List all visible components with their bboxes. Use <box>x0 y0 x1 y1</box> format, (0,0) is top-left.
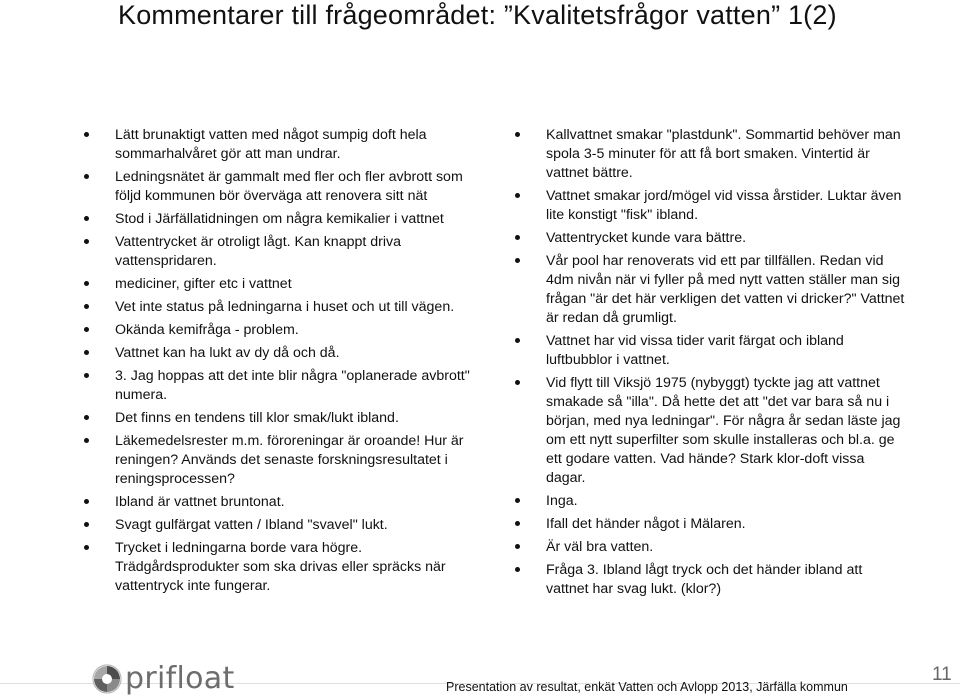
comment-item <box>515 229 905 248</box>
left-comment-column <box>84 126 474 600</box>
comment-item <box>515 252 905 328</box>
comment-item <box>84 367 474 405</box>
bullet-icon <box>84 373 89 378</box>
bullet-icon <box>515 380 520 385</box>
bullet-icon <box>84 522 89 527</box>
comment-item <box>84 275 474 294</box>
left-comment-list <box>84 126 474 596</box>
right-comment-column <box>515 126 905 603</box>
comment-text: Vattnet smakar jord/mögel vid vissa årstider. Luktar även lite konstigt "fisk" ibland. <box>546 188 902 223</box>
bullet-icon <box>515 193 520 198</box>
comment-text: Stod i Järfällatidningen om några kemikalier i vattnet <box>115 211 444 227</box>
comment-text: Läkemedelsrester m.m. föroreningar är oroande! Hur är reningen? Används det senaste forskningsresultatet i reningsprocessen? <box>115 433 464 487</box>
comment-item <box>84 168 474 206</box>
bullet-icon <box>84 499 89 504</box>
prifloat-logo-icon <box>92 664 122 694</box>
prifloat-logo-text: prifloat <box>125 661 235 696</box>
comment-item <box>84 321 474 340</box>
page-number: 11 <box>932 664 952 685</box>
prifloat-logo <box>92 661 235 696</box>
bullet-icon <box>84 545 89 550</box>
comment-item <box>515 187 905 225</box>
bullet-icon <box>84 132 89 137</box>
bullet-icon <box>84 327 89 332</box>
footer-caption: Presentation av resultat, enkät Vatten och Avlopp 2013, Järfälla kommun <box>446 680 848 694</box>
comment-text: Okända kemifråga - problem. <box>115 322 299 338</box>
comment-item <box>84 539 474 596</box>
bullet-icon <box>515 338 520 343</box>
comment-text: Trycket i ledningarna borde vara högre. Trädgårdsprodukter som ska drivas eller spräcks när vattentryck inte fungerar. <box>115 540 446 594</box>
comment-text: Vet inte status på ledningarna i huset och ut till vägen. <box>115 299 455 315</box>
bullet-icon <box>84 438 89 443</box>
comment-text: Fråga 3. Ibland lågt tryck och det händer ibland att vattnet har svag lukt. (klor?) <box>546 562 863 597</box>
comment-item <box>84 344 474 363</box>
comment-text: Vattnet kan ha lukt av dy då och då. <box>115 345 340 361</box>
comment-item <box>515 561 905 599</box>
comment-text: Är väl bra vatten. <box>546 539 654 555</box>
slide-title: Kommentarer till frågeområdet: ”Kvalitetsfrågor vatten” 1(2) <box>118 0 837 30</box>
bullet-icon <box>515 235 520 240</box>
comment-item <box>515 538 905 557</box>
bullet-icon <box>515 521 520 526</box>
bullet-icon <box>515 544 520 549</box>
comment-item <box>84 493 474 512</box>
comment-text: Vår pool har renoverats vid ett par tillfällen. Redan vid 4dm nivån när vi fyller på med nytt vatten ställer man sig frågan "är det här verkligen det vatten vi dricker?" Vattnet är redan då grumligt. <box>546 253 905 326</box>
comment-item <box>84 298 474 317</box>
comment-text: 3. Jag hoppas att det inte blir några "oplanerade avbrott" numera. <box>115 368 470 403</box>
comment-item <box>515 374 905 488</box>
comment-item <box>515 515 905 534</box>
comment-text: Vattentrycket är otroligt lågt. Kan knappt driva vattenspridaren. <box>115 234 402 269</box>
comment-text: Vid flytt till Viksjö 1975 (nybyggt) tyckte jag att vattnet smakade så "illa". Då hette det att "det var bara så nu i början, med nya ledningar". För några år sedan läste jag om ett nytt superfilter som skulle installeras och bl.a. ge ett godare vatten. Vad hände? Stark klor-doft vissa dagar. <box>546 375 901 486</box>
bullet-icon <box>84 216 89 221</box>
bullet-icon <box>515 258 520 263</box>
comment-item <box>84 210 474 229</box>
bullet-icon <box>84 350 89 355</box>
comment-text: Lätt brunaktigt vatten med något sumpig doft hela sommarhalvåret gör att man undrar. <box>115 127 427 162</box>
comment-text: Ledningsnätet är gammalt med fler och fler avbrott som följd kommunen bör överväga att renovera sitt nät <box>115 169 463 204</box>
comment-text: Vattentrycket kunde vara bättre. <box>546 230 747 246</box>
bullet-icon <box>84 239 89 244</box>
comment-item <box>515 492 905 511</box>
comment-item <box>515 126 905 183</box>
comment-text: Det finns en tendens till klor smak/lukt ibland. <box>115 410 399 426</box>
bullet-icon <box>84 304 89 309</box>
comment-text: mediciner, gifter etc i vattnet <box>115 276 292 292</box>
bullet-icon <box>515 132 520 137</box>
comment-text: Vattnet har vid vissa tider varit färgat och ibland luftbubblor i vattnet. <box>546 333 844 368</box>
comment-text: Svagt gulfärgat vatten / Ibland "svavel" lukt. <box>115 517 388 533</box>
bullet-icon <box>84 281 89 286</box>
comment-item <box>84 409 474 428</box>
bullet-icon <box>84 415 89 420</box>
comment-item <box>84 516 474 535</box>
comment-item <box>84 126 474 164</box>
comment-item <box>84 432 474 489</box>
comment-item <box>84 233 474 271</box>
comment-item <box>515 332 905 370</box>
comment-text: Ibland är vattnet bruntonat. <box>115 494 285 510</box>
bullet-icon <box>515 498 520 503</box>
comment-text: Kallvattnet smakar "plastdunk". Sommartid behöver man spola 3-5 minuter för att få bort smaken. Vintertid är vattnet bättre. <box>546 127 901 181</box>
comment-text: Inga. <box>546 493 578 509</box>
bullet-icon <box>84 174 89 179</box>
bullet-icon <box>515 567 520 572</box>
right-comment-list <box>515 126 905 599</box>
comment-text: Ifall det händer något i Mälaren. <box>546 516 746 532</box>
